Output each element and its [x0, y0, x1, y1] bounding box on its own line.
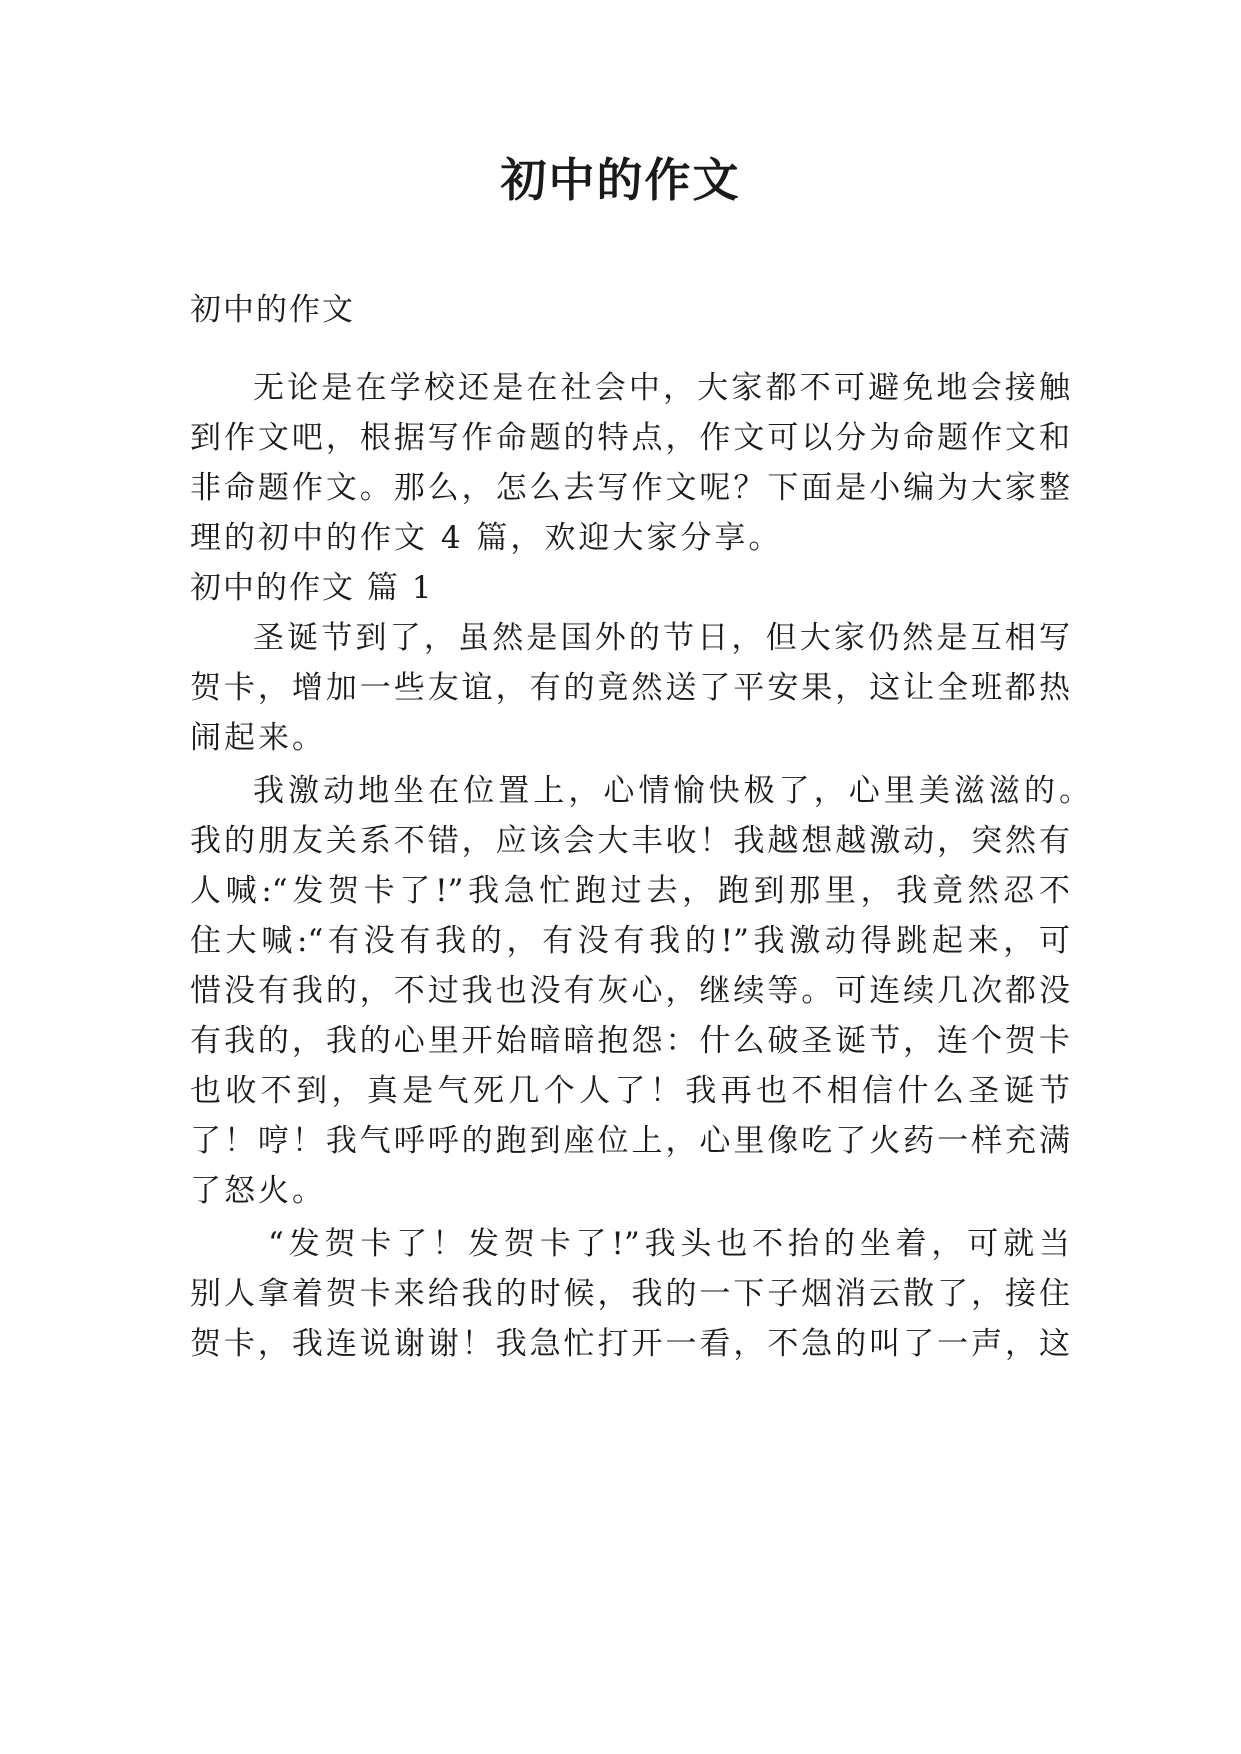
document-title: 初中的作文 — [500, 153, 741, 207]
intro-line: 非命题作文。那么，怎么去写作文呢？下面是小编为大家整 — [190, 470, 1070, 506]
document-subtitle: 初中的作文 — [190, 292, 355, 328]
paragraph-line: 我激动地坐在位置上，心情愉快极了，心里美滋滋的。 — [253, 773, 1090, 809]
intro-line: 无论是在学校还是在社会中，大家都不可避免地会接触 — [253, 370, 1070, 406]
intro-line: 理的初中的作文 4 篇，欢迎大家分享。 — [190, 520, 783, 556]
paragraph-line: 了！哼！我气呼呼的跑到座位上，心里像吃了火药一样充满 — [190, 1123, 1070, 1159]
paragraph-line: 惜没有我的，不过我也没有灰心，继续等。可连续几次都没 — [190, 973, 1070, 1009]
paragraph-line: 贺卡，我连说谢谢！我急忙打开一看，不急的叫了一声，这 — [190, 1326, 1070, 1362]
paragraph-line: 我的朋友关系不错，应该会大丰收！我越想越激动，突然有 — [190, 823, 1070, 859]
section-heading: 初中的作文 篇 1 — [190, 570, 434, 606]
paragraph-line: 住大喊:“有没有我的，有没有我的!”我激动得跳起来，可 — [190, 923, 1070, 959]
paragraph-line: 贺卡，增加一些友谊，有的竟然送了平安果，这让全班都热 — [190, 670, 1070, 706]
paragraph-line: 人喊:“发贺卡了!”我急忙跑过去，跑到那里，我竟然忍不 — [190, 873, 1070, 909]
paragraph-line: 圣诞节到了，虽然是国外的节日，但大家仍然是互相写 — [253, 620, 1070, 656]
paragraph-line: 闹起来。 — [190, 720, 326, 756]
paragraph-line: 有我的，我的心里开始暗暗抱怨：什么破圣诞节，连个贺卡 — [190, 1023, 1070, 1059]
paragraph-line: 了怒火。 — [190, 1173, 326, 1209]
paragraph-line: “发贺卡了！发贺卡了!”我头也不抬的坐着，可就当 — [268, 1226, 1070, 1262]
paragraph-line: 别人拿着贺卡来给我的时候，我的一下子烟消云散了，接住 — [190, 1276, 1070, 1312]
intro-line: 到作文吧，根据写作命题的特点，作文可以分为命题作文和 — [190, 420, 1070, 456]
paragraph-line: 也收不到，真是气死几个人了！我再也不相信什么圣诞节 — [190, 1073, 1070, 1109]
